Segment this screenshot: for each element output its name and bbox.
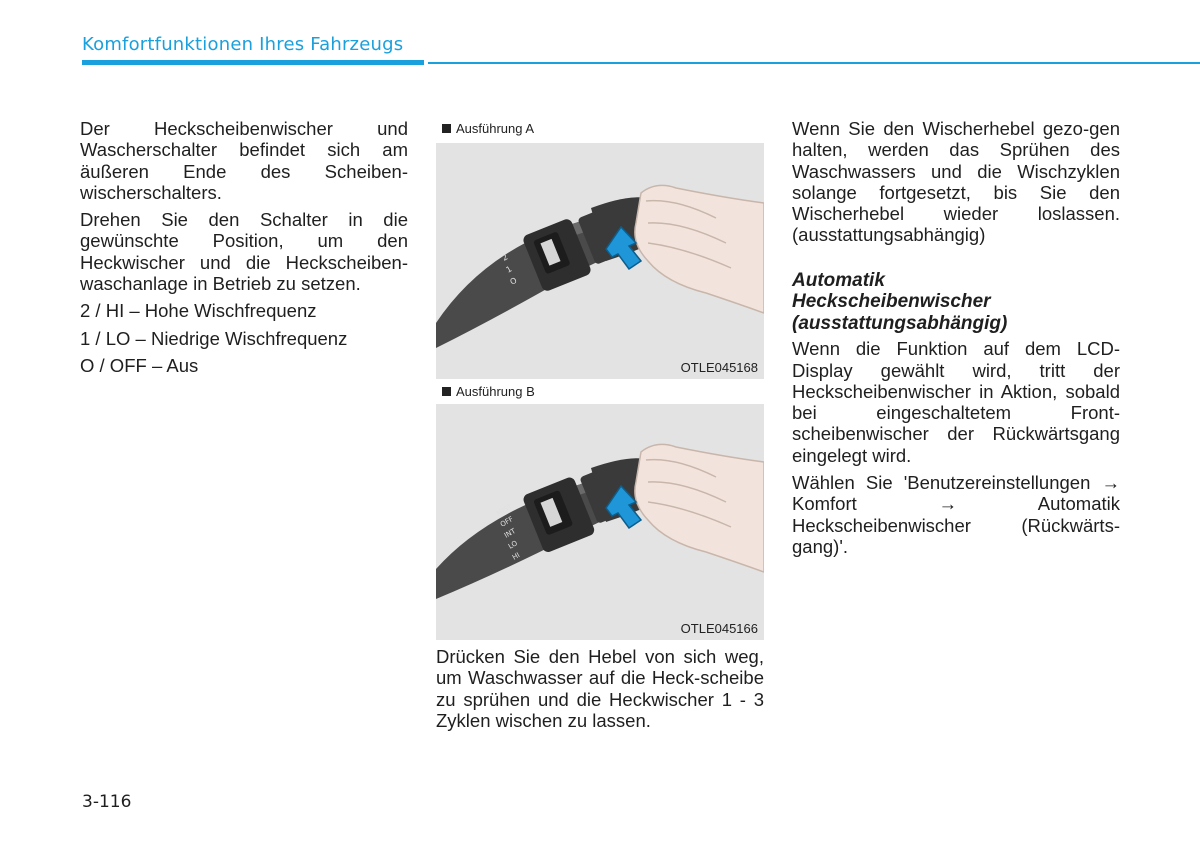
right-column xyxy=(792,118,1120,563)
mode-off: O / OFF – Aus xyxy=(80,354,199,376)
mode-lo: 1 / LO – Niedrige Wischfrequenz xyxy=(80,327,348,349)
push-lever-paragraph: Drücken Sie den Hebel von sich weg, um Waschwasser auf die Heck-scheibe zu sprühen und die Heckwischer 1 - 3 Zyklen wischen zu lassen. xyxy=(436,646,764,731)
wiper-lever-illustration-a xyxy=(436,143,764,379)
svg-text:INT: INT xyxy=(503,527,518,540)
svg-text:HI: HI xyxy=(511,551,522,562)
settings-path-paragraph: Wählen Sie 'Benutzereinstellungen → Komfort → Automatik Heckscheibenwischer (Rückwärts-gang)'. xyxy=(792,472,1120,557)
figure-b-label: Ausführung B xyxy=(436,381,764,403)
auto-rear-wiper-paragraph: Wenn die Funktion auf dem LCD-Display gewählt wird, tritt der Heckscheibenwischer in Aktion, sobald bei eingeschaltetem Front-scheibenwischer der Rückwärtsgang eingelegt wird. xyxy=(792,338,1120,466)
figure-a-image xyxy=(436,143,764,379)
middle-column-text xyxy=(436,646,764,737)
svg-text:LO: LO xyxy=(507,539,519,551)
svg-text:MIST: MIST xyxy=(495,502,514,518)
instruction-paragraph: Drehen Sie den Schalter in die gewünschte Position, um den Heckwischer und die Heckscheiben-waschanlage in Betrieb zu setzen. xyxy=(80,209,408,295)
intro-paragraph: Der Heckscheibenwischer und Wascherschalter befindet sich am äußeren Ende des Scheiben-wischerschalters. xyxy=(80,118,408,203)
figure-a-code: OTLE045168 xyxy=(680,360,758,375)
wiper-lever-illustration-b xyxy=(436,404,764,640)
page-number: 3-116 xyxy=(82,792,132,812)
svg-text:O: O xyxy=(508,275,519,287)
mode-hi: 2 / HI – Hohe Wischfrequenz xyxy=(80,300,317,322)
square-bullet-icon xyxy=(442,124,451,133)
figure-b-code: OTLE045166 xyxy=(680,621,758,636)
left-column xyxy=(80,118,408,382)
auto-rear-wiper-heading: Automatik Heckscheibenwischer (ausstattungsabhängig) xyxy=(792,269,1008,334)
header-rule-thick xyxy=(82,60,424,65)
section-title: Komfortfunktionen Ihres Fahrzeugs xyxy=(82,34,404,55)
square-bullet-icon xyxy=(442,387,451,396)
figure-b-image xyxy=(436,404,764,640)
hold-lever-paragraph: Wenn Sie den Wischerhebel gezo-gen halten, werden das Sprühen des Waschwassers und die Wischzyklen solange fortgesetzt, bis Sie den Wischerhebel wieder loslassen. (ausstattungsabhängig) xyxy=(792,118,1120,246)
svg-text:2: 2 xyxy=(500,252,510,263)
svg-text:OFF: OFF xyxy=(499,515,515,529)
svg-text:1: 1 xyxy=(504,264,514,275)
figure-a-label: Ausführung A xyxy=(436,118,764,140)
header-rule-thin xyxy=(428,62,1200,64)
